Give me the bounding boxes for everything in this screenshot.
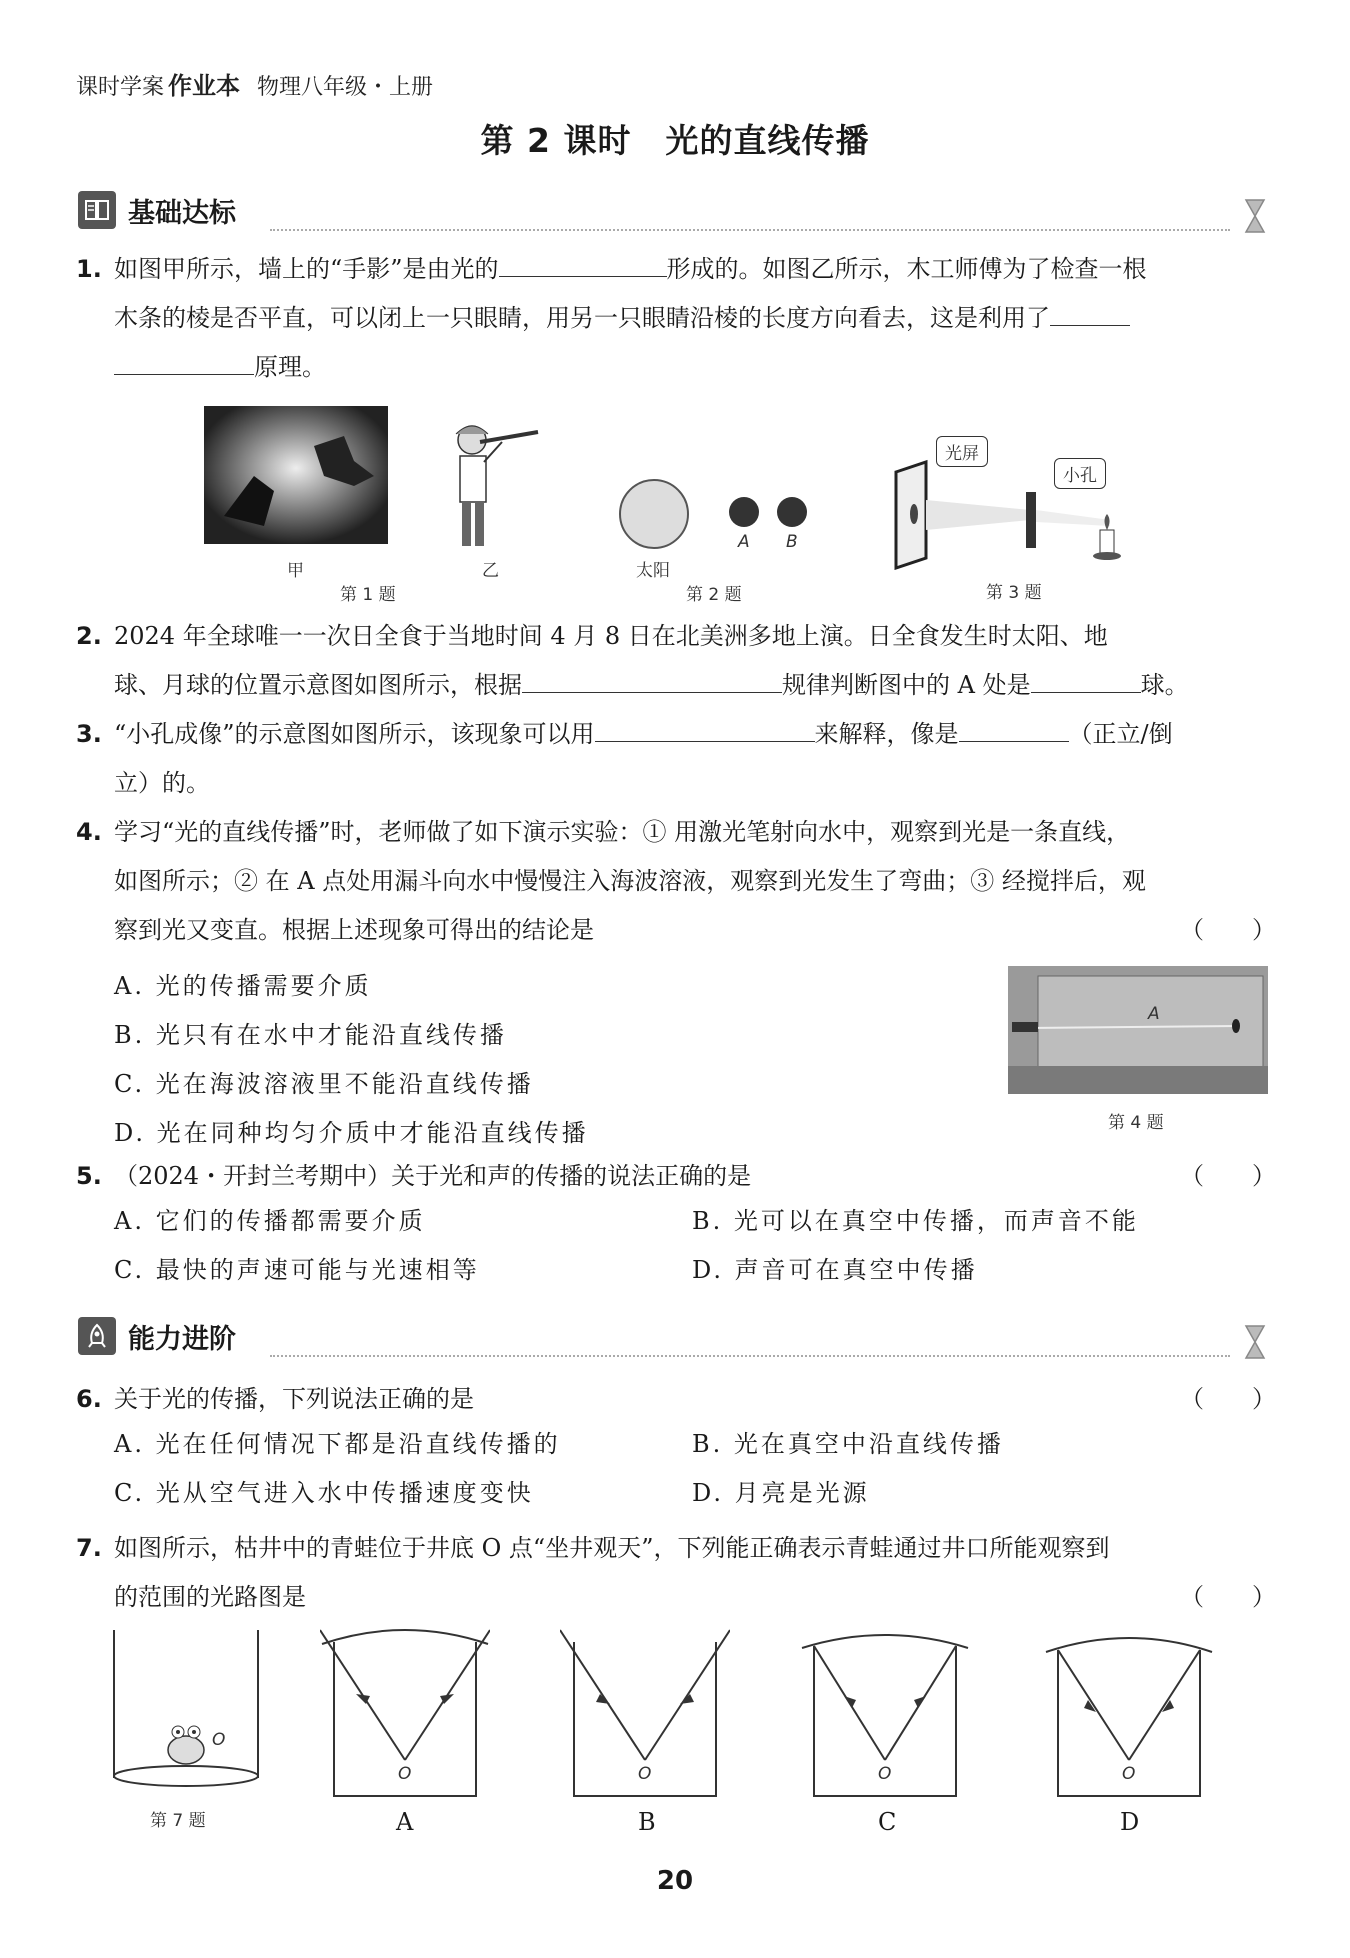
q1-text-b: 形成的。如图乙所示，木工师傅为了检查一根 [666, 255, 1147, 283]
q4-option-d[interactable]: D. 光在同种均匀介质中才能沿直线传播 [114, 1119, 589, 1147]
q5-option-d[interactable]: D. 声音可在真空中传播 [692, 1256, 978, 1284]
q6-option-a[interactable]: A. 光在任何情况下都是沿直线传播的 [114, 1430, 561, 1458]
answer-blank[interactable] [959, 711, 1069, 742]
q6-option-b[interactable]: B. 光在真空中沿直线传播 [692, 1430, 1004, 1458]
option-b-label[interactable]: B [638, 1808, 656, 1836]
q2-text-a: 2024 年全球唯一一次日全食于当地时间 4 月 8 日在北美洲多地上演。日全食发生时太阳、地 [114, 622, 1108, 650]
header-book-type: 作业本 [168, 72, 241, 100]
pinhole-callout: 小孔 [1054, 458, 1106, 489]
question-3 [76, 710, 1276, 808]
q4-option-a[interactable]: A. 光的传播需要介质 [114, 972, 372, 1000]
section-divider [270, 1355, 1230, 1357]
q4-text-b: 如图所示；② 在 A 点处用漏斗向水中慢慢注入海波溶液，观察到光发生了弯曲；③ 经搅拌后，观 [114, 867, 1146, 895]
question-number: 5. [76, 1162, 102, 1190]
section-basic-heading [78, 190, 236, 230]
figure-caption-2: 第 2 题 [686, 585, 742, 605]
header-series: 课时学案 [76, 75, 165, 100]
figure-caption-7: 第 7 题 [150, 1811, 206, 1831]
header-subject: 物理八年级・上册 [257, 75, 434, 100]
option-c-point-o: O [878, 1764, 892, 1784]
q5-text: （2024・开封兰考期中）关于光和声的传播的说法正确的是 [114, 1162, 752, 1190]
q4-option-c[interactable]: C. 光在海波溶液里不能沿直线传播 [114, 1070, 534, 1098]
q2-text-b: 球、月球的位置示意图如图所示，根据 [114, 671, 522, 699]
body-a-circle [728, 496, 764, 532]
answer-parentheses[interactable]: （ ） [1180, 1385, 1276, 1413]
q6-text: 关于光的传播，下列说法正确的是 [114, 1385, 474, 1413]
figure-caption-4: 第 4 题 [1108, 1113, 1164, 1133]
body-b-circle [776, 496, 812, 532]
q1-text-c: 木条的棱是否平直，可以闭上一只眼睛，用另一只眼睛沿棱的长度方向看去，这是利用了 [114, 304, 1050, 332]
lesson-title: 第 2 课时 光的直线传播 [480, 121, 870, 160]
q3-text-a: “小孔成像”的示意图如图所示，该现象可以用 [114, 720, 595, 748]
question-7 [76, 1524, 1276, 1622]
pinhole-camera-diagram [890, 430, 1150, 570]
laser-tank-photo [1008, 966, 1268, 1094]
q5-option-c[interactable]: C. 最快的声速可能与光速相等 [114, 1256, 480, 1284]
q4-option-b[interactable]: B. 光只有在水中才能沿直线传播 [114, 1021, 507, 1049]
sun-label: 太阳 [636, 561, 670, 581]
hourglass-icon [1240, 1322, 1270, 1362]
rocket-icon [78, 1317, 116, 1355]
question-4 [76, 808, 1276, 955]
q1-text-a: 如图甲所示，墙上的“手影”是由光的 [114, 255, 499, 283]
q7-text-b: 的范围的光路图是 [114, 1583, 306, 1611]
hand-shadow-photo [204, 406, 388, 544]
option-d-label[interactable]: D [1120, 1808, 1140, 1836]
answer-blank[interactable] [114, 344, 254, 375]
q5-option-b[interactable]: B. 光可以在真空中传播，而声音不能 [692, 1207, 1139, 1235]
question-5 [76, 1152, 1276, 1201]
option-c-label[interactable]: C [878, 1808, 897, 1836]
section-basic-label: 基础达标 [128, 197, 236, 229]
question-number: 2. [76, 622, 102, 650]
carpenter-illustration [440, 412, 540, 552]
q6-option-d[interactable]: D. 月亮是光源 [692, 1479, 870, 1507]
q7-text-a: 如图所示，枯井中的青蛙位于井底 O 点“坐井观天”，下列能正确表示青蛙通过井口所能观察到 [114, 1534, 1110, 1562]
label-b: B [786, 532, 798, 552]
figure-caption-yi: 乙 [482, 561, 499, 581]
q5-option-a[interactable]: A. 它们的传播都需要介质 [114, 1207, 426, 1235]
answer-parentheses[interactable]: （ ） [1180, 916, 1276, 944]
answer-blank[interactable] [1050, 295, 1130, 326]
hourglass-icon [1240, 196, 1270, 236]
figure-caption-1: 第 1 题 [340, 585, 396, 605]
answer-blank[interactable] [1031, 662, 1141, 693]
section-advanced-heading [78, 1316, 236, 1356]
frog-point-o: O [212, 1730, 226, 1750]
option-a-label[interactable]: A [396, 1808, 414, 1836]
book-icon [78, 191, 116, 229]
figure-caption-3: 第 3 题 [986, 583, 1042, 603]
label-a: A [738, 532, 750, 552]
section-divider [270, 229, 1230, 231]
sun-diagram [616, 476, 692, 552]
answer-blank[interactable] [499, 246, 667, 277]
running-header [76, 66, 433, 101]
question-number: 4. [76, 818, 102, 846]
question-number: 7. [76, 1534, 102, 1562]
section-advanced-label: 能力进阶 [128, 1323, 236, 1355]
answer-parentheses[interactable]: （ ） [1180, 1162, 1276, 1190]
question-number: 6. [76, 1385, 102, 1413]
answer-blank[interactable] [595, 711, 815, 742]
q4-text-a: 学习“光的直线传播”时，老师做了如下演示实验：① 用激光笔射向水中，观察到光是一条直线， [114, 818, 1131, 846]
q2-text-c: 规律判断图中的 A 处是 [782, 671, 1031, 699]
answer-parentheses[interactable]: （ ） [1180, 1583, 1276, 1611]
page-number: 20 [656, 1866, 694, 1896]
q3-text-c: （正立/倒 [1068, 720, 1173, 748]
q6-option-c[interactable]: C. 光从空气进入水中传播速度变快 [114, 1479, 534, 1507]
q2-text-d: 球。 [1140, 671, 1189, 699]
answer-blank[interactable] [522, 662, 782, 693]
screen-callout: 光屏 [936, 436, 988, 467]
question-number: 1. [76, 255, 102, 283]
question-6 [76, 1375, 1276, 1424]
q1-text-d: 原理。 [254, 353, 326, 381]
q3-text-b: 来解释，像是 [814, 720, 959, 748]
q4-text-c: 察到光又变直。根据上述现象可得出的结论是 [114, 916, 594, 944]
option-a-point-o: O [398, 1764, 412, 1784]
well-frog-figure [108, 1628, 268, 1788]
fig4-label-a: A [1148, 1004, 1160, 1024]
figure-caption-jia: 甲 [287, 561, 304, 581]
option-d-point-o: O [1122, 1764, 1136, 1784]
option-b-point-o: O [638, 1764, 652, 1784]
q3-text-d: 立）的。 [114, 769, 210, 797]
question-1 [76, 245, 1276, 392]
question-2 [76, 612, 1276, 710]
question-number: 3. [76, 720, 102, 748]
